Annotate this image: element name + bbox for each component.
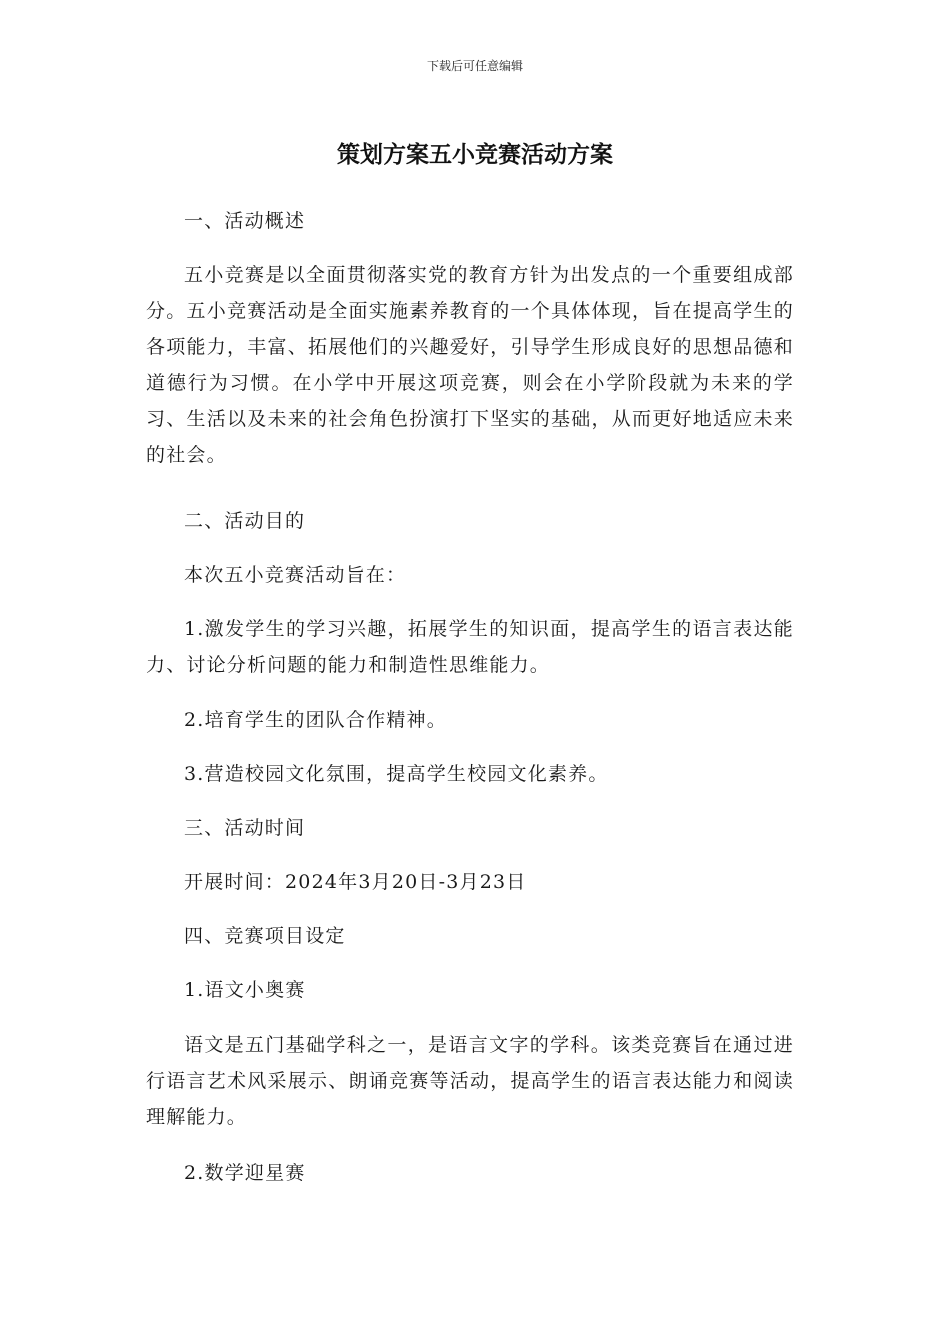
header-note: 下载后可任意编辑 xyxy=(426,59,523,73)
purpose-intro: 本次五小竞赛活动旨在： xyxy=(184,564,407,586)
overview-paragraph: 五小竞赛是以全面贯彻落实党的教育方针为出发点的一个重要组成部分。五小竞赛活动是全面实施素养教育的一个具体体现，旨在提高学生的各项能力，丰富、拓展他们的兴趣爱好，引导学生形成良好的思想品德和道德行为习惯。在小学中开展这项竞赛，则会在小学阶段就为未来的学习、生活以及未来的社会角色扮演打下坚实的基础，从而更好地适应未来的社会。 xyxy=(146,264,794,466)
section-heading-purpose: 二、活动目的 xyxy=(184,510,306,532)
time-detail: 开展时间：2024年3月20日-3月23日 xyxy=(184,871,527,893)
event-item-chinese: 1.语文小奥赛 xyxy=(184,979,306,1001)
purpose-item-1: 1.激发学生的学习兴趣，拓展学生的知识面，提高学生的语言表达能力、讨论分析问题的能力和制造性思维能力。 xyxy=(146,618,794,676)
event-item-math: 2.数学迎星赛 xyxy=(184,1162,306,1184)
section-heading-events: 四、竞赛项目设定 xyxy=(184,925,346,947)
purpose-item-3: 3.营造校园文化氛围，提高学生校园文化素养。 xyxy=(184,763,609,785)
purpose-item-2: 2.培育学生的团队合作精神。 xyxy=(184,709,447,731)
section-heading-overview: 一、活动概述 xyxy=(184,210,306,232)
document-title: 策划方案五小竞赛活动方案 xyxy=(337,142,613,168)
event-chinese-description: 语文是五门基础学科之一，是语言文字的学科。该类竞赛旨在通过进行语言艺术风采展示、朗诵竞赛等活动，提高学生的语言表达能力和阅读理解能力。 xyxy=(146,1034,794,1128)
section-heading-time: 三、活动时间 xyxy=(184,817,306,839)
